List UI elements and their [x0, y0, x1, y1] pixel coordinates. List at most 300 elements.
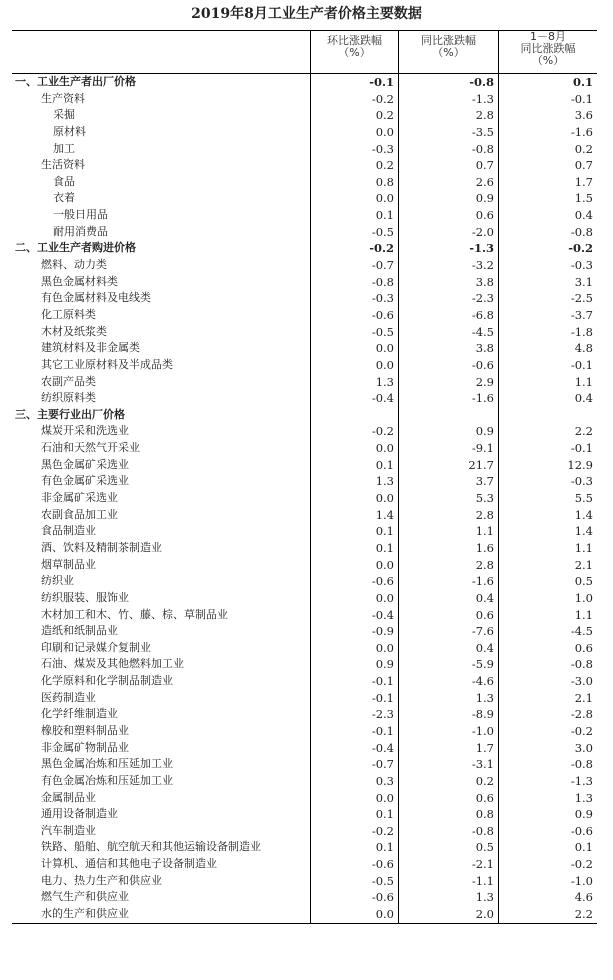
- table-row: [12, 190, 597, 207]
- row-label: 燃气生产和供应业: [41, 890, 129, 904]
- row-label: 石油、煤炭及其他燃料加工业: [41, 657, 184, 671]
- row-label: 黑色金属矿采选业: [41, 457, 129, 471]
- table-row: [12, 307, 597, 324]
- row-label-cell: [12, 623, 310, 640]
- row-label-cell: [12, 839, 310, 856]
- table-row: [12, 806, 597, 823]
- value-ytd: 0.6: [498, 640, 597, 657]
- table-row: [12, 390, 597, 407]
- row-label: 煤炭开采和洗选业: [41, 424, 129, 438]
- row-label: 黑色金属材料类: [41, 274, 118, 288]
- value-mom: 0.1: [310, 457, 398, 474]
- row-label: 纺织服装、服饰业: [41, 590, 129, 604]
- value-ytd: 1.1: [498, 607, 597, 624]
- value-ytd: 0.4: [498, 207, 597, 224]
- row-label: 医药制造业: [41, 690, 96, 704]
- value-yoy: -3.5: [398, 124, 498, 141]
- value-mom: 0.0: [310, 340, 398, 357]
- table-row: [12, 324, 597, 341]
- row-label: 原材料: [53, 124, 86, 138]
- table-row: [12, 473, 597, 490]
- row-label: 计算机、通信和其他电子设备制造业: [41, 857, 217, 871]
- table-row: [12, 174, 597, 191]
- row-label: 有色金属矿采选业: [41, 474, 129, 488]
- table-row: [12, 690, 597, 707]
- table-row: [12, 856, 597, 873]
- value-ytd: 0.9: [498, 806, 597, 823]
- row-label: 有色金属材料及电线类: [41, 291, 151, 305]
- value-mom: -0.7: [310, 756, 398, 773]
- table-row: [12, 640, 597, 657]
- row-label-cell: [12, 490, 310, 507]
- value-mom: -0.5: [310, 224, 398, 241]
- value-ytd: -0.2: [498, 240, 597, 257]
- row-label-cell: [12, 906, 310, 923]
- row-label-cell: [12, 889, 310, 906]
- row-label: 衣着: [53, 191, 75, 205]
- row-label: 一般日用品: [53, 208, 108, 222]
- row-label-cell: [12, 357, 310, 374]
- value-mom: -0.6: [310, 573, 398, 590]
- row-label-cell: [12, 257, 310, 274]
- value-mom: -0.3: [310, 141, 398, 158]
- value-yoy: -1.3: [398, 240, 498, 257]
- table-row: [12, 790, 597, 807]
- value-ytd: -0.2: [498, 723, 597, 740]
- value-mom: -0.9: [310, 623, 398, 640]
- row-label: 水的生产和供应业: [41, 907, 129, 921]
- value-yoy: 2.8: [398, 557, 498, 574]
- header-label-cell: [12, 31, 310, 73]
- value-yoy: -4.6: [398, 673, 498, 690]
- row-label-cell: [12, 174, 310, 191]
- row-label-cell: [12, 390, 310, 407]
- value-mom: -0.5: [310, 324, 398, 341]
- value-mom: 0.3: [310, 773, 398, 790]
- value-ytd: -0.6: [498, 823, 597, 840]
- value-yoy: 2.6: [398, 174, 498, 191]
- row-label: 汽车制造业: [41, 823, 96, 837]
- value-yoy: 2.0: [398, 906, 498, 923]
- value-yoy: 0.9: [398, 423, 498, 440]
- row-label: 木材加工和木、竹、藤、棕、草制品业: [41, 607, 228, 621]
- row-label: 电力、热力生产和供应业: [41, 873, 162, 887]
- table-row: [12, 823, 597, 840]
- table-row: [12, 74, 597, 91]
- value-yoy: 1.3: [398, 889, 498, 906]
- row-label: 采掘: [53, 108, 75, 122]
- row-label-cell: [12, 557, 310, 574]
- value-yoy: -0.8: [398, 823, 498, 840]
- value-mom: 1.3: [310, 473, 398, 490]
- value-yoy: 0.6: [398, 790, 498, 807]
- value-yoy: -8.9: [398, 706, 498, 723]
- row-label: 农副食品加工业: [41, 507, 118, 521]
- value-yoy: -1.0: [398, 723, 498, 740]
- table-row: [12, 407, 597, 424]
- value-yoy: 0.2: [398, 773, 498, 790]
- value-yoy: 0.9: [398, 190, 498, 207]
- row-label: 化工原料类: [41, 307, 96, 321]
- value-mom: -0.2: [310, 823, 398, 840]
- value-mom: 1.3: [310, 374, 398, 391]
- row-label-cell: [12, 207, 310, 224]
- value-ytd: 1.4: [498, 507, 597, 524]
- row-label-cell: [12, 473, 310, 490]
- value-mom: -0.6: [310, 307, 398, 324]
- value-yoy: 0.5: [398, 839, 498, 856]
- value-yoy: 21.7: [398, 457, 498, 474]
- row-label: 造纸和纸制品业: [41, 624, 118, 638]
- table-row: [12, 157, 597, 174]
- value-yoy: 0.8: [398, 806, 498, 823]
- row-label: 一、工业生产者出厂价格: [15, 75, 136, 88]
- value-ytd: -2.8: [498, 706, 597, 723]
- value-mom: 0.1: [310, 523, 398, 540]
- value-yoy: -1.6: [398, 573, 498, 590]
- row-label-cell: [12, 457, 310, 474]
- value-mom: -0.3: [310, 290, 398, 307]
- value-yoy: -4.5: [398, 324, 498, 341]
- table-row: [12, 623, 597, 640]
- value-ytd: 3.6: [498, 107, 597, 124]
- value-ytd: 1.4: [498, 523, 597, 540]
- header-ytd-period: 1－8月: [530, 30, 566, 43]
- value-mom: -0.1: [310, 723, 398, 740]
- value-mom: 0.2: [310, 157, 398, 174]
- value-ytd: -3.0: [498, 673, 597, 690]
- value-yoy: -3.1: [398, 756, 498, 773]
- value-ytd: -0.8: [498, 756, 597, 773]
- value-ytd: 2.2: [498, 906, 597, 923]
- value-yoy: 1.6: [398, 540, 498, 557]
- table-row: [12, 107, 597, 124]
- row-label-cell: [12, 523, 310, 540]
- row-label: 黑色金属冶炼和压延加工业: [41, 757, 173, 771]
- value-yoy: 3.8: [398, 274, 498, 291]
- value-ytd: -1.3: [498, 773, 597, 790]
- table-row: [12, 540, 597, 557]
- value-yoy: 5.3: [398, 490, 498, 507]
- row-label: 橡胶和塑料制品业: [41, 723, 129, 737]
- value-mom: 0.0: [310, 357, 398, 374]
- table-row: [12, 240, 597, 257]
- value-ytd: 2.2: [498, 423, 597, 440]
- value-ytd: -0.1: [498, 357, 597, 374]
- table-row: [12, 290, 597, 307]
- row-label: 非金属矿物制品业: [41, 740, 129, 754]
- table-row: [12, 457, 597, 474]
- row-label-cell: [12, 124, 310, 141]
- table-row: [12, 374, 597, 391]
- value-yoy: 0.4: [398, 590, 498, 607]
- row-label-cell: [12, 873, 310, 890]
- value-yoy: -0.6: [398, 357, 498, 374]
- value-yoy: 1.1: [398, 523, 498, 540]
- row-label-cell: [12, 224, 310, 241]
- row-label: 耐用消费品: [53, 224, 108, 238]
- header-mom: [310, 31, 398, 73]
- row-label-cell: [12, 656, 310, 673]
- row-label: 木材及纸浆类: [41, 324, 107, 338]
- value-ytd: 3.0: [498, 740, 597, 757]
- value-mom: 0.1: [310, 806, 398, 823]
- value-mom: -0.1: [310, 690, 398, 707]
- value-mom: -0.6: [310, 856, 398, 873]
- row-label-cell: [12, 324, 310, 341]
- row-label: 金属制品业: [41, 790, 96, 804]
- value-ytd: -0.8: [498, 656, 597, 673]
- value-yoy: 3.8: [398, 340, 498, 357]
- row-label: 食品制造业: [41, 524, 96, 538]
- header-ytd-title: 同比涨跌幅: [520, 42, 576, 55]
- value-yoy: 2.9: [398, 374, 498, 391]
- row-label-cell: [12, 423, 310, 440]
- row-label-cell: [12, 507, 310, 524]
- value-ytd: 1.1: [498, 374, 597, 391]
- value-yoy: 1.3: [398, 690, 498, 707]
- value-yoy: -3.2: [398, 257, 498, 274]
- table-row: [12, 590, 597, 607]
- value-yoy: -2.1: [398, 856, 498, 873]
- value-ytd: -2.5: [498, 290, 597, 307]
- header-yoy: [398, 31, 498, 73]
- row-label-cell: [12, 756, 310, 773]
- value-ytd: 0.1: [498, 74, 597, 91]
- value-ytd: 0.2: [498, 141, 597, 158]
- value-mom: 0.0: [310, 124, 398, 141]
- value-yoy: 2.8: [398, 507, 498, 524]
- row-label-cell: [12, 740, 310, 757]
- table-row: [12, 773, 597, 790]
- value-ytd: -0.3: [498, 473, 597, 490]
- value-mom: 1.4: [310, 507, 398, 524]
- row-label: 有色金属冶炼和压延加工业: [41, 773, 173, 787]
- value-ytd: 2.1: [498, 557, 597, 574]
- value-ytd: 0.5: [498, 573, 597, 590]
- value-mom: 0.1: [310, 207, 398, 224]
- row-label: 三、主要行业出厂价格: [15, 407, 125, 421]
- value-yoy: -7.6: [398, 623, 498, 640]
- value-ytd: 0.4: [498, 390, 597, 407]
- value-mom: 0.9: [310, 656, 398, 673]
- value-ytd: -4.5: [498, 623, 597, 640]
- row-label-cell: [12, 607, 310, 624]
- table-row: [12, 756, 597, 773]
- value-mom: 0.1: [310, 540, 398, 557]
- value-mom: 0.2: [310, 107, 398, 124]
- table-body: [12, 74, 597, 923]
- row-label-cell: [12, 91, 310, 108]
- value-ytd: 4.6: [498, 889, 597, 906]
- value-mom: 0.0: [310, 490, 398, 507]
- value-ytd: 1.7: [498, 174, 597, 191]
- value-ytd: -0.8: [498, 224, 597, 241]
- table-row: [12, 257, 597, 274]
- value-mom: -0.5: [310, 873, 398, 890]
- value-yoy: -2.0: [398, 224, 498, 241]
- header-ytd-unit: （%）: [531, 54, 565, 67]
- row-label: 其它工业原材料及半成品类: [41, 357, 173, 371]
- value-mom: -0.8: [310, 274, 398, 291]
- value-yoy: -0.8: [398, 141, 498, 158]
- table-row: [12, 740, 597, 757]
- row-label-cell: [12, 706, 310, 723]
- row-label-cell: [12, 690, 310, 707]
- ppi-table: [12, 30, 597, 924]
- row-label: 建筑材料及非金属类: [41, 341, 140, 355]
- value-mom: 0.0: [310, 440, 398, 457]
- row-label-cell: [12, 74, 310, 91]
- value-mom: 0.1: [310, 839, 398, 856]
- value-mom: 0.0: [310, 557, 398, 574]
- row-label: 加工: [53, 141, 75, 155]
- value-mom: -0.7: [310, 257, 398, 274]
- row-label: 铁路、船舶、航空航天和其他运输设备制造业: [41, 840, 261, 854]
- value-mom: 0.0: [310, 906, 398, 923]
- value-mom: 0.0: [310, 640, 398, 657]
- table-row: [12, 340, 597, 357]
- row-label-cell: [12, 374, 310, 391]
- row-label-cell: [12, 274, 310, 291]
- row-label-cell: [12, 440, 310, 457]
- row-label-cell: [12, 240, 310, 257]
- value-ytd: 4.8: [498, 340, 597, 357]
- value-yoy: 0.6: [398, 207, 498, 224]
- row-label-cell: [12, 307, 310, 324]
- row-label: 化学纤维制造业: [41, 707, 118, 721]
- row-label-cell: [12, 407, 310, 424]
- value-yoy: -1.6: [398, 390, 498, 407]
- header-yoy-title: 同比涨跌幅: [421, 34, 476, 47]
- row-label: 纺织业: [41, 574, 74, 588]
- row-label-cell: [12, 340, 310, 357]
- value-ytd: 1.1: [498, 540, 597, 557]
- table-row: [12, 141, 597, 158]
- table-row: [12, 423, 597, 440]
- value-ytd: 1.3: [498, 790, 597, 807]
- value-yoy: -9.1: [398, 440, 498, 457]
- row-label: 非金属矿采选业: [41, 491, 118, 505]
- value-mom: -0.2: [310, 423, 398, 440]
- table-row: [12, 440, 597, 457]
- value-ytd: 0.1: [498, 839, 597, 856]
- table-row: [12, 889, 597, 906]
- table-row: [12, 207, 597, 224]
- row-label: 印刷和记录媒介复制业: [41, 640, 151, 654]
- value-yoy: 0.6: [398, 607, 498, 624]
- table-row: [12, 557, 597, 574]
- value-yoy: 1.7: [398, 740, 498, 757]
- value-mom: 0.0: [310, 790, 398, 807]
- value-ytd: -0.1: [498, 440, 597, 457]
- value-yoy: 0.7: [398, 157, 498, 174]
- row-label: 农副产品类: [41, 374, 96, 388]
- value-yoy: -2.3: [398, 290, 498, 307]
- table-row: [12, 706, 597, 723]
- value-mom: -0.4: [310, 607, 398, 624]
- value-ytd: 1.0: [498, 590, 597, 607]
- header-mom-title: 环比涨跌幅: [327, 34, 382, 47]
- table-row: [12, 523, 597, 540]
- table-row: [12, 906, 597, 923]
- table-row: [12, 224, 597, 241]
- value-yoy: -6.8: [398, 307, 498, 324]
- row-label-cell: [12, 540, 310, 557]
- value-ytd: 3.1: [498, 274, 597, 291]
- value-ytd: -1.0: [498, 873, 597, 890]
- table-row: [12, 274, 597, 291]
- value-yoy: -1.1: [398, 873, 498, 890]
- value-ytd: -0.2: [498, 856, 597, 873]
- value-mom: 0.0: [310, 190, 398, 207]
- row-label-cell: [12, 673, 310, 690]
- table-row: [12, 723, 597, 740]
- table-row: [12, 839, 597, 856]
- table-row: [12, 656, 597, 673]
- value-mom: -0.4: [310, 390, 398, 407]
- row-label: 食品: [53, 174, 75, 188]
- table-row: [12, 91, 597, 108]
- table-row: [12, 507, 597, 524]
- value-mom: -0.2: [310, 240, 398, 257]
- row-label-cell: [12, 856, 310, 873]
- row-label: 燃料、动力类: [41, 258, 107, 272]
- row-label-cell: [12, 806, 310, 823]
- value-mom: -2.3: [310, 706, 398, 723]
- header-ytd: [498, 31, 597, 73]
- value-ytd: [498, 407, 597, 424]
- header-mom-unit: （%）: [338, 46, 371, 59]
- value-mom: -0.6: [310, 889, 398, 906]
- table-row: [12, 357, 597, 374]
- row-label-cell: [12, 823, 310, 840]
- row-label-cell: [12, 773, 310, 790]
- row-label-cell: [12, 290, 310, 307]
- value-ytd: -0.1: [498, 91, 597, 108]
- row-label: 石油和天然气开采业: [41, 441, 140, 455]
- value-yoy: -5.9: [398, 656, 498, 673]
- value-mom: 0.0: [310, 590, 398, 607]
- table-header: [12, 31, 597, 74]
- row-label-cell: [12, 790, 310, 807]
- value-mom: 0.8: [310, 174, 398, 191]
- row-label-cell: [12, 573, 310, 590]
- value-yoy: -1.3: [398, 91, 498, 108]
- value-ytd: 0.7: [498, 157, 597, 174]
- page-title: 2019年8月工业生产者价格主要数据: [191, 6, 422, 22]
- value-ytd: -3.7: [498, 307, 597, 324]
- value-mom: -0.1: [310, 673, 398, 690]
- value-yoy: [398, 407, 498, 424]
- value-ytd: -0.3: [498, 257, 597, 274]
- row-label: 生活资料: [41, 158, 85, 172]
- row-label-cell: [12, 590, 310, 607]
- row-label-cell: [12, 141, 310, 158]
- row-label-cell: [12, 640, 310, 657]
- value-yoy: -0.8: [398, 74, 498, 91]
- table-row: [12, 573, 597, 590]
- row-label: 化学原料和化学制品制造业: [41, 674, 173, 688]
- table-row: [12, 873, 597, 890]
- value-ytd: 1.5: [498, 190, 597, 207]
- header-yoy-unit: （%）: [432, 46, 465, 59]
- value-ytd: -1.6: [498, 124, 597, 141]
- row-label: 纺织原料类: [41, 391, 96, 405]
- row-label: 二、工业生产者购进价格: [15, 241, 136, 255]
- table-row: [12, 607, 597, 624]
- value-ytd: -1.8: [498, 324, 597, 341]
